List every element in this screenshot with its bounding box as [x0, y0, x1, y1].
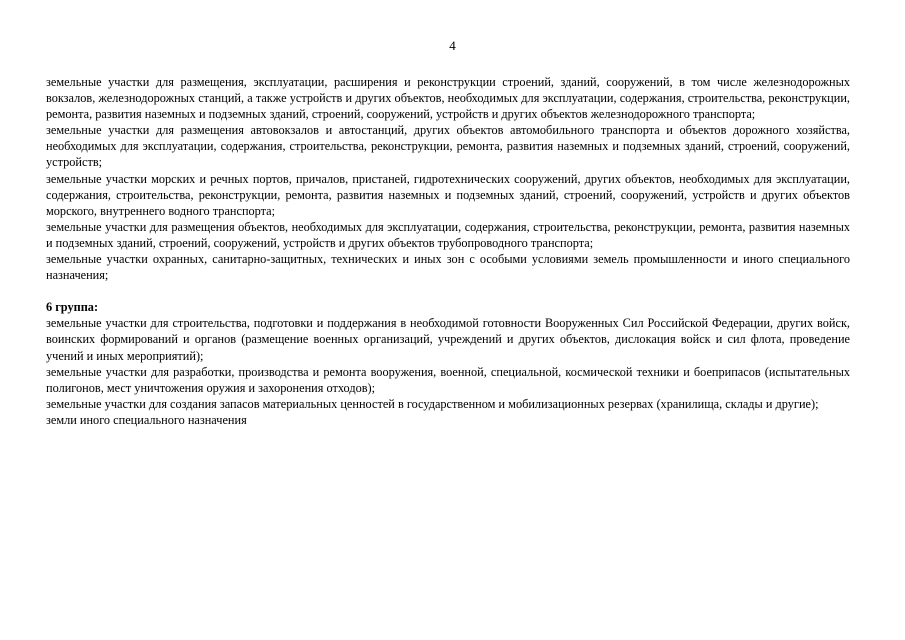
- paragraph-protection-zones: земельные участки охранных, санитарно-защитных, технических и иных зон с особыми условиями земель промышленности и иного специального назначения;: [46, 252, 850, 283]
- page-number: 4: [449, 38, 456, 53]
- paragraph-other-special-land: земли иного специального назначения: [46, 412, 247, 427]
- paragraph-pipeline-land: земельные участки для размещения объектов, необходимых для эксплуатации, содержания, строительства, реконструкции, ремонта, развития наземных и подземных зданий, строений, сооружений, устройств и других объектов трубопроводного транспорта;: [46, 219, 850, 250]
- paragraph-spacer: [46, 283, 850, 299]
- paragraph-railway-land: земельные участки для размещения, эксплуатации, расширения и реконструкции строений, зданий, сооружений, в том числе железнодорожных вокзалов, железнодорожных станций, а также устройств и других объектов, необходимых для эксплуатации, содержания, строительства, реконструкции, ремонта, развития наземных и подземных зданий, строений, сооружений, устройств и других объектов железнодорожного транспорта;: [46, 75, 850, 122]
- paragraph-road-transport-land: земельные участки для размещения автовокзалов и автостанций, других объектов автомобильного транспорта и объектов дорожного хозяйства, необходимых для эксплуатации, содержания, строительства, реконструкции, ремонта, развития наземных и подземных зданий, строений, сооружений, устройств;: [46, 123, 850, 170]
- paragraph-weapons-production-land: земельные участки для разработки, производства и ремонта вооружения, военной, специальной, космической техники и боеприпасов (испытательных полигонов, мест уничтожения оружия и захоронения отходов);: [46, 364, 850, 395]
- document-body: [46, 74, 850, 428]
- paragraph-port-land: земельные участки морских и речных портов, причалов, пристаней, гидротехнических сооружений, других объектов, необходимых для эксплуатации, содержания, строительства, реконструкции, ремонта, развития наземных и подземных зданий, строений, сооружений, устройств и других объектов морского, внутреннего водного транспорта;: [46, 171, 850, 218]
- paragraph-armed-forces-land: земельные участки для строительства, подготовки и поддержания в необходимой готовности Вооруженных Сил Российской Федерации, других войск, воинских формирований и органов (размещение военных организаций, учреждений и других объектов, дислокация войск и сил флота, проведение учений и иных мероприятий);: [46, 316, 850, 363]
- group-6-heading: 6 группа:: [46, 300, 99, 315]
- paragraph-reserves-land: земельные участки для создания запасов материальных ценностей в государственном и мобилизационных резервах (хранилища, склады и другие);: [46, 396, 819, 411]
